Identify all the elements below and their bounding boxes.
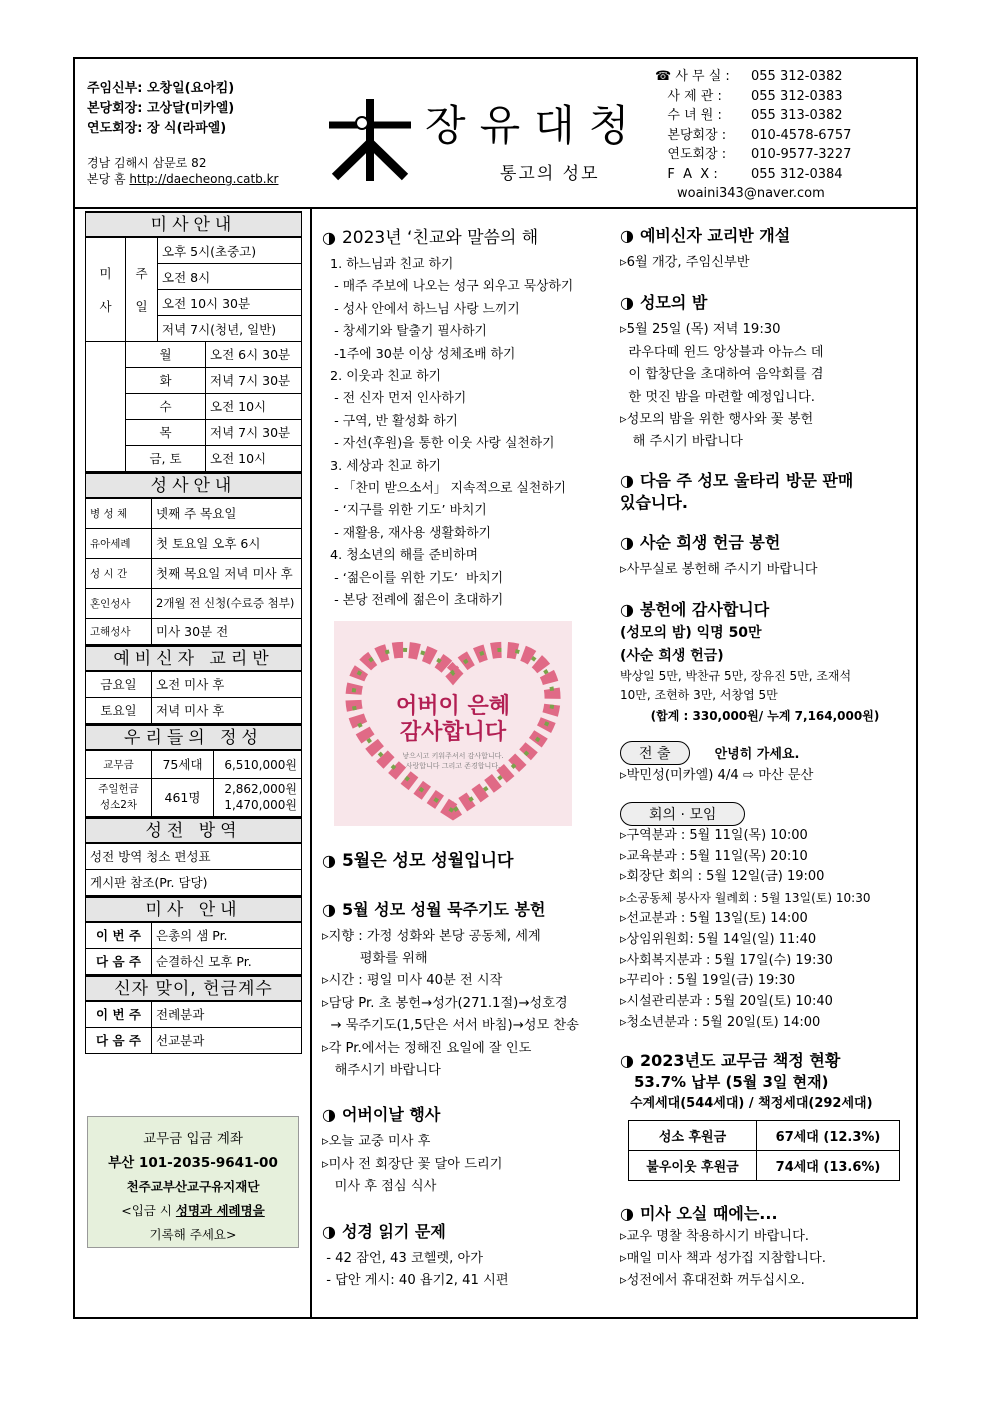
sunday-mass: 오전 8시 <box>158 264 302 290</box>
half-circle-icon: ◑ <box>620 600 634 620</box>
list-item: ▹사회복지분과 : 5월 17일(수) 19:30 <box>620 952 833 968</box>
poster-title: 어버이 은혜 감사합니다 <box>396 692 510 745</box>
list-item: ▹박민성(미카엘) 4/4 ⇨ 마산 문산 <box>620 768 814 784</box>
transfer-label: 전 출 <box>620 741 690 765</box>
bible-list <box>322 1248 622 1293</box>
cleaning-title: 성전 방역 <box>85 817 302 843</box>
contact-row: ☎ 사 무 실 : 055 312-0382 <box>655 69 843 84</box>
bulletin-page <box>73 57 918 1319</box>
bulletin-subtitle: 통고의 성모 <box>500 164 600 184</box>
offering-title: 우리들의 정성 <box>85 724 302 750</box>
welcome-table: 이 번 주 전례분과 다 음 주 선교분과 <box>85 1001 302 1054</box>
right-column: ◑ 예비신자 교리반 개설 ▹6월 개강, 주임신부반 ◑ 성모의 밤 ▹5월 25일 (목) 저녁 19:30 라우다떼 윈드 앙상블과 아뉴스 데 이 합창단을 초대하여 음악회를 겸 한 멋진 밤을 마련할 예정입니다. ▹성모의 밤을 위한 행사와 꽃 봉헌 해 주시기 바랍니다 ◑ 다음 주 성모 울타리 방문 판매 있습니다. ◑ 사순 희생 헌금 봉헌 ▹사무실로 봉헌해 주시기 바랍니다 ◑ 봉헌에 감사합니다 (성모의 밤) 익명 50만 (사순 희생 헌금) 박상일 5만, 박찬규 5만, 장유진 5만, 조재석 10만, 조현하 3만, 서창엽 5만 (합계 : 330,000원/ 누계 7,164,000원) 전 출 안녕히 가세요. ▹박민성(미카엘) 4/4 ⇨ 마산 문산 회의 · 모임 ▹구역분과 : 5월 11일(목) 10:00 ▹교육분과 : 5월 11일(목) 20:10 ▹회장단 회의 : 5월 12일(금) 19:00 ▹소공동체 봉사자 월례회 : 5월 13일(토) 10:30 ▹선교분과 : 5월 13일(토) 14:00 ▹상임위원회: 5월 14일(일) 11:40 ▹사회복지분과 : 5월 17일(수) 19:30 ▹꾸리아 : 5월 19일(금) 19:30 ▹시설관리분과 : 5월 20일(토) 10:40 ▹청소년분과 : 5월 20일(토) 14:00 ◑ 2023년도 교무금 책정 현황 53.7% 납부 (5월 3일 현재) 수계세대(544세대) / 책정세대(292세대) 성소 후원금 67세대 (12.3%) 불우이웃 후원금 74세대 (13.6%) ◑ 미사 오실 때에는... ▹교우 명찰 착용하시기 바랍니다. ▹매일 미사 책과 성가집 지참합니다. ▹성전에서 휴대전화 꺼두십시오. <box>620 219 910 1293</box>
list-item: ▹교육분과 : 5월 11일(목) 20:10 <box>620 848 808 864</box>
list-item: → 묵주기도(1,5단은 서서 바침)→성모 찬송 <box>322 1018 579 1034</box>
contact-row: F A X : 055 312-0384 <box>655 166 843 182</box>
half-circle-icon: ◑ <box>620 226 634 245</box>
list-item: ▹선교분과 : 5월 13일(토) 14:00 <box>620 911 808 927</box>
list-item: ▹회장단 회의 : 5월 12일(금) 19:00 <box>620 869 825 885</box>
contact-row: woaini343@naver.com <box>677 186 825 201</box>
contact-list <box>655 67 851 204</box>
homepage-link[interactable]: http://daecheong.catb.kr <box>129 172 279 186</box>
list-item: ▹사무실로 봉헌해 주시기 바랍니다 <box>620 561 818 577</box>
welcome-title: 신자 맞이, 헌금계수 <box>85 975 302 1001</box>
middle-column <box>322 219 622 1292</box>
list-item: - 전 신자 먼저 인사하기 <box>330 391 467 407</box>
mass-tips-list <box>620 1226 910 1293</box>
mass-info-title: 미사안내 <box>85 211 302 237</box>
list-item: ▹지향 : 가정 성화와 본당 공동체, 세계 <box>322 928 541 944</box>
list-item: ▹꾸리아 : 5월 19일(금) 19:30 <box>620 973 796 989</box>
rosary-heading: ◑ 5월 성모 성월 묵주기도 봉헌 <box>322 899 546 919</box>
list-item: 4. 청소년의 해를 준비하며 <box>330 548 479 564</box>
sacrifice-list <box>620 559 910 581</box>
contact-row: 본당회장 : 010-4578-6757 <box>655 127 852 143</box>
half-circle-icon: ◑ <box>620 1203 634 1223</box>
list-item: ▹미사 전 회장단 꽃 달아 드리기 <box>322 1156 503 1172</box>
meeting-label: 회의 · 모임 <box>620 802 745 826</box>
mass-schedule-table: 미 사 주 일 오후 5시(초중고) 오전 8시 오전 10시 30분 저녁 7시(청년, 일반) <box>85 237 302 342</box>
meeting-row <box>620 802 910 826</box>
parents-list <box>322 1131 622 1198</box>
pastor: 주임신부: 오창일(요아킴) <box>87 81 235 96</box>
sunday-mass: 오후 5시(초중고) <box>158 238 302 264</box>
list-item: - 재활용, 재사용 생활화하기 <box>330 525 491 541</box>
list-item: ▹각 Pr.에서는 정해진 요일에 잘 인도 <box>322 1040 532 1056</box>
half-circle-icon: ◑ <box>322 228 336 247</box>
list-item: -1주에 30분 이상 성체조배 하기 <box>330 346 516 362</box>
list-item: - 성사 안에서 하느님 사랑 느끼기 <box>330 301 520 317</box>
list-item: 한 멋진 밤을 마련할 예정입니다. <box>620 389 815 405</box>
parish-address: 경남 김해시 삼문로 82 본당 홈 http://daecheong.catb.kr <box>87 156 279 186</box>
list-item: ▹성모의 밤을 위한 행사와 꽃 봉헌 <box>620 412 814 428</box>
sacrifice-heading: ◑ 사순 희생 헌금 봉헌 <box>620 532 781 552</box>
alliance-president: 연도회장: 장 식(라파엘) <box>87 121 227 136</box>
list-item: - 구역, 반 활성화 하기 <box>330 413 458 429</box>
bulletin-header <box>75 59 916 209</box>
cross-logo-icon <box>325 95 415 185</box>
contact-row: 수 녀 원 : 055 313-0382 <box>655 108 843 123</box>
mass-guide-table: 이 번 주 은총의 샘 Pr. 다 음 주 순결하신 모후 Pr. <box>85 922 302 975</box>
altar-heading: ◑ 다음 주 성모 울타리 방문 판매 있습니다. <box>620 470 854 512</box>
list-item: ▹교우 명찰 착용하시기 바랍니다. <box>620 1228 809 1244</box>
half-circle-icon: ◑ <box>620 532 634 552</box>
list-item: 라우다떼 윈드 앙상블과 아뉴스 데 <box>620 344 824 360</box>
clergy-list <box>87 79 234 139</box>
meeting-list <box>620 826 910 1034</box>
parents-heading: ◑ 어버이날 행사 <box>322 1105 441 1125</box>
list-item: ▹5월 25일 (목) 저녁 19:30 <box>620 322 781 338</box>
sacrament-table: 병 성 체 넷째 주 목요일 유아세례 첫 토요일 오후 6시 성 시 간 첫째 목요일 저녁 미사 후 혼인성사 2개월 전 신청(수료증 첨부) 고해성사 미사 30분 전 <box>85 498 302 645</box>
list-item: 2. 이웃과 친교 하기 <box>330 369 441 385</box>
bulletin-title: 장유대청 <box>425 101 644 150</box>
list-item: - 「찬미 받으소서」 지속적으로 실천하기 <box>330 481 566 497</box>
list-item: ▹상임위원회: 5월 14일(일) 11:40 <box>620 931 817 947</box>
night-heading: ◑ 성모의 밤 <box>620 293 708 313</box>
catechumen-list <box>620 252 910 274</box>
half-circle-icon: ◑ <box>322 850 336 870</box>
parish-president: 본당회장: 고상달(미카엘) <box>87 101 235 116</box>
catechumen-title: 예비신자 교리반 <box>85 645 302 671</box>
night-list <box>620 319 910 453</box>
list-item: - 매주 주보에 나오는 성구 외우고 묵상하기 <box>330 279 574 295</box>
year-theme-list <box>322 254 622 613</box>
half-circle-icon: ◑ <box>620 470 634 490</box>
list-item: - 자선(후원)을 통한 이웃 사랑 실천하기 <box>330 436 555 452</box>
list-item: ▹청소년분과 : 5월 20일(토) 14:00 <box>620 1015 821 1031</box>
mass-guide-title: 미사 안내 <box>85 896 302 922</box>
list-item: ▹시설관리분과 : 5월 20일(토) 10:40 <box>620 994 833 1010</box>
list-item: - 42 잠언, 43 코헬렛, 아가 <box>322 1250 484 1266</box>
thanks-list <box>620 667 910 705</box>
list-item: ▹담당 Pr. 초 봉헌→성가(271.1절)→성호경 <box>322 995 568 1011</box>
rosary-list <box>322 926 622 1083</box>
list-item: ▹성전에서 휴대전화 꺼두십시오. <box>620 1273 805 1289</box>
catechumen-table: 금요일 오전 미사 후 토요일 저녁 미사 후 <box>85 671 302 724</box>
list-item: 3. 세상과 친교 하기 <box>330 458 441 474</box>
half-circle-icon: ◑ <box>322 1221 336 1241</box>
cleaning-table: 성전 방역 청소 편성표 게시판 참조(Pr. 담당) <box>85 843 302 896</box>
list-item: ▹구역분과 : 5월 11일(목) 10:00 <box>620 827 808 843</box>
column-divider <box>310 209 312 1319</box>
half-circle-icon: ◑ <box>620 293 634 313</box>
sunday-mass: 저녁 7시(청년, 일반) <box>158 316 302 342</box>
list-item: ▹시간 : 평일 미사 40분 전 시작 <box>322 973 503 989</box>
bible-heading: ◑ 성경 읽기 문제 <box>322 1221 446 1241</box>
list-item: 평화를 위해 <box>322 950 428 966</box>
list-item: 이 합창단을 초대하여 음악회를 겸 <box>620 367 824 383</box>
thanks-heading: ◑ 봉헌에 감사합니다 <box>620 600 770 620</box>
account-box: 교무금 입금 계좌 부산 101-2035-9641-00 천주교부산교구유지재단 <입금 시 성명과 세례명을 기록해 주세요> <box>87 1116 299 1248</box>
catechumen-heading: ◑ 예비신자 교리반 개설 <box>620 226 791 245</box>
contact-row: 연도회장 : 010-9577-3227 <box>655 147 852 162</box>
list-item: - ‘지구를 위한 기도’ 바치기 <box>330 503 487 519</box>
sunday-mass: 오전 10시 30분 <box>158 290 302 316</box>
list-item: - ‘젊은이를 위한 기도’ 바치기 <box>330 570 504 586</box>
contact-row: 사 제 관 : 055 312-0383 <box>655 88 843 104</box>
list-item: ▹매일 미사 책과 성가집 지참합니다. <box>620 1251 826 1267</box>
list-item: ▹오늘 교중 미사 후 <box>322 1134 431 1150</box>
mass-tips-heading: ◑ 미사 오실 때에는... <box>620 1203 778 1223</box>
list-item: 10만, 조현하 3만, 서창엽 5만 <box>620 688 778 703</box>
poster-caption: 낳으시고 키워주셔서 감사합니다. 사랑합니다 그리고 존경합니다. <box>402 751 504 770</box>
half-circle-icon: ◑ <box>620 1050 634 1070</box>
left-column <box>85 211 302 1054</box>
list-item: - 답안 게시: 40 욥기2, 41 시편 <box>322 1272 509 1288</box>
half-circle-icon: ◑ <box>322 1105 336 1125</box>
may-heading: ◑ 5월은 성모 성월입니다 <box>322 850 514 871</box>
list-item: - 창세기와 탈출기 필사하기 <box>330 324 487 340</box>
list-item: - 본당 전례에 젊은이 초대하기 <box>330 593 504 609</box>
dues-heading: ◑ 2023년도 교무금 책정 현황 <box>620 1050 841 1070</box>
sacrament-title: 성사안내 <box>85 472 302 498</box>
list-item: 해주시기 바랍니다 <box>322 1062 441 1078</box>
parents-day-poster <box>334 621 572 826</box>
list-item: 박상일 5만, 박찬규 5만, 장유진 5만, 조재석 <box>620 669 852 684</box>
list-item: 미사 후 점심 식사 <box>322 1179 437 1195</box>
list-item: 1. 하느님과 친교 하기 <box>330 257 454 272</box>
dues-table: 성소 후원금 67세대 (12.3%) 불우이웃 후원금 74세대 (13.6%) <box>628 1120 900 1181</box>
year-theme-heading: ◑ 2023년 ‘친교와 말씀의 해 <box>322 228 539 248</box>
half-circle-icon: ◑ <box>322 899 336 919</box>
weekday-mass-table: 월 오전 6시 30분 화 저녁 7시 30분 수 오전 10시 목 저녁 7시 30분 금, 토 오전 10시 <box>85 341 302 472</box>
list-item: ▹소공동체 봉사자 월례회 : 5월 13일(토) 10:30 <box>620 891 871 906</box>
transfer-list <box>620 765 910 787</box>
transfer-row: 전 출 안녕히 가세요. <box>620 741 910 765</box>
offering-table: 교무금 75세대 6,510,000원 주일헌금 성소2차 461명 2,862,000원 1,470,000원 <box>85 750 302 817</box>
list-item: ▹6월 개강, 주임신부반 <box>620 255 750 270</box>
list-item: 해 주시기 바랍니다 <box>620 434 743 450</box>
